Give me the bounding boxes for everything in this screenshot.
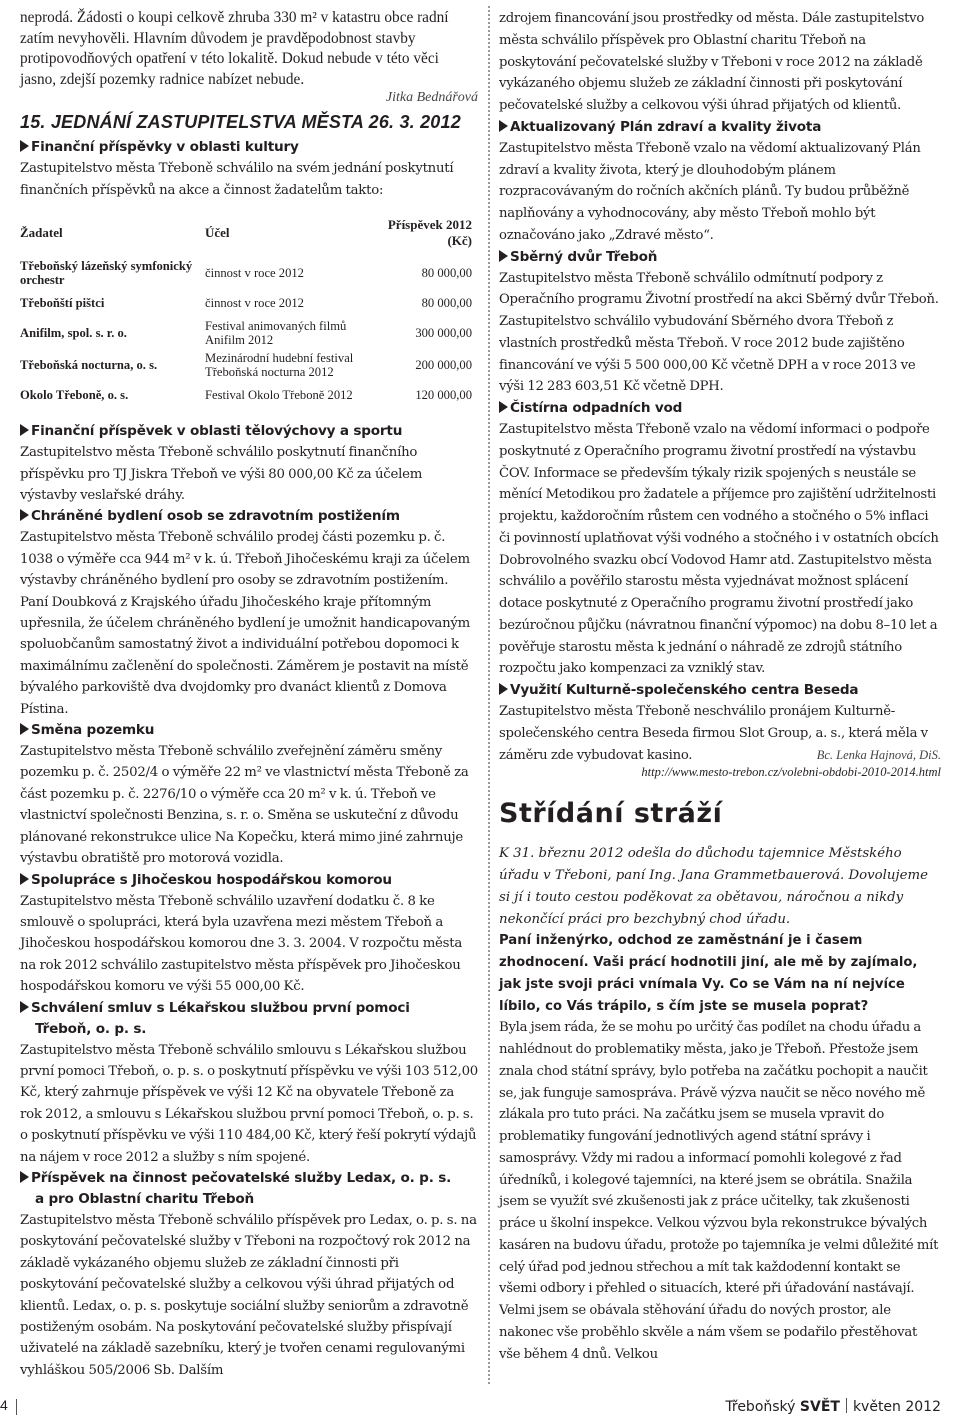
amount-cell: 80 000,00 [421,265,472,280]
purpose-cell: Festival animovaných filmů Anifilm 2012 [205,319,347,348]
section-heading: Sběrný dvůr Třeboň [499,247,941,268]
page-number: 4 [0,1397,8,1413]
feature-title: Střídání stráží [499,798,723,830]
right-column [499,8,941,1365]
table-row [20,317,478,349]
header-amount: Příspěvek 2012 (Kč) [387,217,472,249]
arrow-icon [499,247,510,268]
table-row [20,289,478,317]
purpose-cell: Mezinárodní hudební festival Třeboňská nocturna 2012 [205,351,354,380]
section-text: Zastupitelstvo města Třeboně neschválilo pronájem Kulturně-společenského centra Beseda firmou Slot Group, a. s., která měla v záměru zde vybudovat kasino. [499,704,928,763]
author-signature: Jitka Bednářová [385,90,478,106]
arrow-icon [20,870,31,891]
arrow-icon [499,680,510,701]
arrow-icon [20,421,31,442]
arrow-icon [499,398,510,419]
section-heading: Využití Kulturně-společenského centra Beseda [499,680,941,701]
applicant-cell: Anifilm, spol. s. r. o. [20,326,127,341]
section-heading: Příspěvek na činnost pečovatelské služby Ledax, o. p. s. [20,1168,478,1189]
amount-cell: 300 000,00 [415,325,472,340]
section-text: Zastupitelstvo města Třeboně vzalo na vědomí aktualizovaný Plán zdraví a kvality života, který je dlouhodobým plánem rozpracovávaným do ročních akčních plánů. Ty budou průběžně naplňovány a vyhodnocovány, aby město Třeboň mohlo být označováno jako „Zdravé město“. [499,140,921,243]
table-row [20,381,478,409]
column-divider [488,6,490,1384]
section-text: Zastupitelstvo města Třeboně schválilo odmítnutí podpory z Operačního programu Životní prostředí na akci Sběrný dvůr Třeboň. Zastupitelstvo schválilo vybudování Sběrného dvora Třeboň z vlastních prostředků města Třeboň. V roce 2012 bude zajištěno financování ve výši 5 500 000,00 Kč včetně DPH a v roce 2013 ve výši 12 283 603,51 Kč včetně DPH. [499,270,939,395]
newspaper-name: Třeboňský SVĚT květen 2012 [725,1399,941,1415]
source-url: http://www.mesto-trebon.cz/volebni-obdobi-2010-2014.html [641,765,941,780]
arrow-icon [20,506,31,527]
section-text: Zastupitelstvo města Třeboně schválilo na svém jednání poskytnutí finančních příspěvků na akce a činnost žadatelům takto: [20,161,454,198]
applicant-cell: Třeboňští pištci [20,296,105,311]
section-heading-cont: a pro Oblastní charitu Třeboň [35,1190,255,1207]
purpose-cell: činnost v roce 2012 [205,266,304,281]
purpose-cell: činnost v roce 2012 [205,296,304,311]
purpose-cell: Festival Okolo Třeboně 2012 [205,388,353,403]
arrow-icon [20,137,31,158]
applicant-cell: Okolo Třeboně, o. s. [20,388,129,403]
section-heading: Finanční příspěvky v oblasti kultury [20,137,478,158]
amount-cell: 120 000,00 [415,387,472,402]
section-heading: Spolupráce s Jihočeskou hospodářskou komorou [20,870,478,891]
author-signature: Bc. Lenka Hajnová, DiS. [816,748,941,763]
section-text: Zastupitelstvo města Třeboně vzalo na vědomí informaci o podpoře poskytnuté z Operačního programu životní prostředí na výstavbu ČOV. Informace se především týkaly rizik spojených s neustále se měnící Metodikou pro žadatele a příjemce pro zajištění udržitelnosti projektu, každoročním růstem cen vodného a stočného o 5% inflaci či povinností uplatňovat výši vodného a stočného i v ostatních obcích Dobrovolného svazku obcí Vodovod Hamr atd. Zastupitelstvo města schválilo a pověřilo starostu města vyjednávat možnost splácení dotace poskytnuté z Operačního programu životní prostředí jako bezúročnou půjčku (návratnou finanční výpomoc) na dobu 8–10 let a pověřuje starostu města k jednání o náhradě ze zdrojů státního rozpočtu jako kompenzaci za vzniklý stav. [499,422,939,677]
table-row [20,257,478,289]
section-text: Zastupitelstvo města Třeboně schválilo příspěvek pro Ledax, o. p. s. na poskytování pečovatelské služby v Třeboni na rozpočtový rok 2012 na základě vykázaného objemu služeb ze základní činnosti při poskytování pečovatelské služby a celkovou výši úhrad přijatých od klientů. Ledax, o. p. s. poskytuje sociální služby seniorům a zdravotně postiženým osobám. Na poskytování pečovatelské služby přispívají uživatelé na základě sazebníku, který je tvořen cenami regulovanými vyhláškou 505/2006 Sb. Dalším [20,1212,477,1378]
section-heading-cont: Třeboň, o. p. s. [35,1020,147,1037]
section-heading: Finanční příspěvek v oblasti tělovýchovy a sportu [20,421,478,442]
section-heading: Aktualizovaný Plán zdraví a kvality života [499,117,941,138]
applicant-cell: Třeboňská nocturna, o. s. [20,358,158,373]
arrow-icon [20,720,31,741]
section-heading: Směna pozemku [20,720,478,741]
section-text: Zastupitelstvo města Třeboně schválilo zveřejnění záměru směny pozemku p. č. 2502/4 o výměře 22 m² ve vlastnictví města Třeboně za část pozemku p. č. 2276/10 o výměře cca 20 m² v k. ú. Třeboň ve vlastnictví společnosti Benzina, s. r. o. Směna se uskuteční z důvodu plánované rekonstrukce ulice Na Kopečku, která mimo jiné zahrnuje výstavbu obratiště pro motorová vozidla. [20,744,469,867]
page-number-divider [16,1399,17,1415]
section-heading: Schválení smluv s Lékařskou službou první pomoci [20,998,478,1019]
applicant-cell: Třeboňský lázeňský symfonický orchestr [20,259,193,288]
interview-answer: Byla jsem ráda, že se mohu po určitý čas podílet na chodu úřadu a nahlédnout do problematiky města, jako je Třeboň. Přestože jsem znala chod státní správy, bylo potřeba na začátku pochopit a naučit se, jak funguje samospráva. Právě výzva naučit se něco nového mě zlákala pro tuto práci. Na začátku jsem se musela vpravit do problematiky fungování jednotlivých agend státní správy i samosprávy. Vždy mi radou a informací pomohli kolegové z řad úředníků, i kolegové tajemníci, na které jsem se obrátila. Snažila jsem se využít své zkušenosti jak z práce učitelky, tak zkušenosti práce u školní inspekce. Velkou výzvou byla rekonstrukce bývalých kasáren na budovu úřadu, protože po tajemníka je velmi důležité mít celý úřad pod jednou střechou a mít tak každodenní kontakt se všemi odbory i přehled o situacích, které při úřadování nastávají. Velmi jsem se obávala stěhování úřadu do nových prostor, ale nakonec vše proběhlo skvěle a nám všem se podařilo přestěhovat vše během 4 dnů. Velkou [499,1020,939,1362]
table-header-row [20,215,478,257]
issue-date: květen 2012 [852,1399,941,1415]
intro-paragraph: neprodá. Žádosti o koupi celkově zhruba 330 m² v katastru obce radní zatím nevyhověli. Hlavním důvodem je pravděpodobnost stavby protipovodňových opatření v této lokalitě. Dokud nebude v této věci jasno, zdejší pozemky radnice nabízet nebude. [20,9,449,88]
arrow-icon [20,1168,31,1189]
header-purpose: Účel [205,225,230,241]
arrow-icon [20,998,31,1019]
interview-question: Paní inženýrko, odchod ze zaměstnání je i časem zhodnocení. Vaši prácí hodnotili jiní, ale mě by zajímalo, jak jste svoji práci vnímala Vy. Co se Vám na ní nejvíce líbilo, co Vás trápilo, s čím jste se musela poprat? [499,933,918,1014]
section-text: zdrojem financování jsou prostředky od města. Dále zastupitelstvo města schválilo příspěvek pro Oblastní charitu Třeboň na poskytování pečovatelské služby v Třeboni v roce 2012 na základě vykázaného objemu služeb ze základní činnosti při poskytování pečovatelské služby a celkovou výši úhrad přijatých od klientů. [499,11,925,113]
table-row [20,349,478,381]
grants-table [20,215,478,409]
section-text: Zastupitelstvo města Třeboně schválilo poskytnutí finančního příspěvku pro TJ Jiskra Třeboň ve výši 80 000,00 Kč za účelem výstavby veslařské dráhy. [20,445,423,503]
amount-cell: 80 000,00 [421,295,472,310]
arrow-icon [499,117,510,138]
header-applicant: Žadatel [20,225,63,241]
section-text: Zastupitelstvo města Třeboně schválilo prodej části pozemku p. č. 1038 o výměře cca 944 m² v k. ú. Třeboň Jihočeskému kraji za účelem výstavby chráněného bydlení pro osoby se zdravotním postižením. Paní Doubková z Krajského úřadu Jihočeského kraje přítomným upřesnila, že účelem chráněného bydlení je umožnit handicapovaným spoluobčanům samostatný život a individuální potřebou dopomoci k maximálnímu začlenění do společnosti. Záměrem je postavit na místě bývalého parkoviště dva dvojdomky pro dvanáct klientů z Domova Pístina. [20,530,471,717]
section-text: Zastupitelstvo města Třeboně schválilo uzavření dodatku č. 8 ke smlouvě o spolupráci, která byla uzavřena mezi městem Třeboň a Jihočeskou hospodářskou komorou dne 3. 3. 2004. V rozpočtu města na rok 2012 schválilo zastupitelstvo města příspěvek pro Jihočeskou hospodářskou komoru ve výši 55 000,00 Kč. [20,893,463,995]
amount-cell: 200 000,00 [415,357,472,372]
section-heading: Čistírna odpadních vod [499,398,941,419]
section-text: Zastupitelstvo města Třeboně schválilo smlouvu s Lékařskou službou první pomoci Třeboň, o. p. s. o poskytnutí příspěvku ve výši 103 512,00 Kč, který zahrnuje příspěvek ve výši 12 Kč na obyvatele Třeboně za rok 2012, a smlouvu s Lékařskou službou první pomoci Třeboň, o. p. s. o poskytnutí příspěvku ve výši 110 484,00 Kč, který řeší pokrytí výdajů na nájem v roce 2012 a služby s ním spojené. [20,1042,479,1165]
page-footer [0,1397,960,1421]
left-column [20,8,478,1381]
meeting-title: 15. JEDNÁNÍ ZASTUPITELSTVA MĚSTA 26. 3. 2012 [20,112,461,133]
section-heading: Chráněné bydlení osob se zdravotním postižením [20,506,478,527]
lead-paragraph: K 31. březnu 2012 odešla do důchodu tajemnice Městského úřadu v Třeboni, paní Ing. Jana Grammetbauerová. Dovolujeme si jí i touto cestou poděkovat za obětavou, náročnou a nikdy nekončící práci pro bezchybný chod úřadu. [499,846,928,927]
